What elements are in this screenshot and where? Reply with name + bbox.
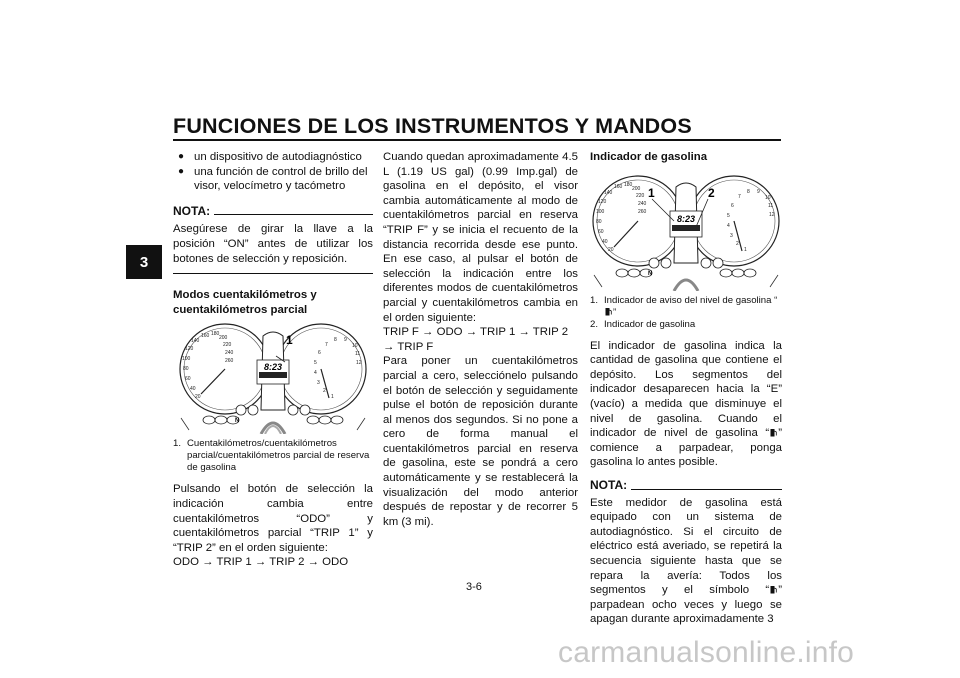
svg-text:240: 240 xyxy=(225,350,234,357)
instrument-figure-fuel xyxy=(590,169,782,291)
svg-text:11: 11 xyxy=(768,202,774,209)
svg-text:8:23: 8:23 xyxy=(263,362,283,373)
svg-text:8:23: 8:23 xyxy=(676,213,696,224)
svg-text:20: 20 xyxy=(195,394,201,401)
mode-sequence: ODO → TRIP 1 → TRIP 2 → ODO xyxy=(173,556,349,569)
page-number: 3-6 xyxy=(466,581,482,593)
svg-text:12: 12 xyxy=(356,360,362,367)
svg-text:2: 2 xyxy=(323,388,326,395)
svg-text:180: 180 xyxy=(211,331,220,338)
svg-text:8: 8 xyxy=(334,337,337,344)
svg-text:60: 60 xyxy=(185,376,191,383)
svg-text:100: 100 xyxy=(182,356,191,363)
svg-text:140: 140 xyxy=(604,189,613,196)
header-rule xyxy=(173,139,781,141)
chapter-tab: 3 xyxy=(126,245,162,279)
mode-sequence: TRIP F → ODO → TRIP 1 → TRIP 2 → TRIP F xyxy=(383,326,569,353)
fuel-pump-icon xyxy=(605,307,612,316)
watermark: carmanualsonline.info xyxy=(558,636,855,669)
svg-text:10: 10 xyxy=(765,194,771,201)
page-header-title: FUNCIONES DE LOS INSTRUMENTOS Y MANDOS xyxy=(173,114,692,138)
svg-text:8: 8 xyxy=(747,188,750,195)
fuel-pump-icon xyxy=(770,585,777,594)
bullet-icon: ● xyxy=(178,151,185,162)
bullet-item: ● un dispositivo de autodiagnóstico xyxy=(178,151,362,163)
svg-text:160: 160 xyxy=(201,333,210,340)
svg-text:80: 80 xyxy=(596,218,602,225)
svg-text:6: 6 xyxy=(731,202,734,209)
svg-text:220: 220 xyxy=(636,192,645,199)
svg-text:40: 40 xyxy=(602,238,608,245)
figure-caption: 2. Indicador de gasolina xyxy=(590,318,696,330)
section-title-fuel-gauge: Indicador de gasolina xyxy=(590,151,708,163)
svg-text:11: 11 xyxy=(355,351,361,358)
instrument-figure-odometer xyxy=(173,322,373,434)
svg-text:7: 7 xyxy=(325,342,328,349)
svg-text:60: 60 xyxy=(598,228,604,235)
bullet-icon: ● xyxy=(178,165,185,177)
column-1 xyxy=(173,150,373,570)
svg-text:12: 12 xyxy=(769,211,775,218)
svg-text:200: 200 xyxy=(219,335,228,342)
svg-text:1: 1 xyxy=(744,246,747,253)
figure-caption: 1. Indicador de aviso del nivel de gasolina “” xyxy=(590,294,778,318)
svg-text:120: 120 xyxy=(598,198,607,205)
svg-text:2: 2 xyxy=(736,240,739,247)
svg-text:3: 3 xyxy=(317,380,320,387)
note-box xyxy=(173,204,373,274)
svg-text:160: 160 xyxy=(614,183,623,190)
svg-text:10: 10 xyxy=(352,343,358,350)
column-3 xyxy=(590,150,782,627)
column-2 xyxy=(383,150,578,529)
svg-text:200: 200 xyxy=(632,185,641,192)
svg-text:1: 1 xyxy=(331,394,334,401)
svg-text:5: 5 xyxy=(314,360,317,367)
svg-text:20: 20 xyxy=(608,246,614,253)
svg-text:180: 180 xyxy=(624,181,633,188)
svg-text:9: 9 xyxy=(344,337,347,344)
svg-text:6: 6 xyxy=(318,350,321,357)
instrument-cluster-drawing xyxy=(177,324,369,434)
svg-text:5: 5 xyxy=(727,212,730,219)
svg-text:140: 140 xyxy=(191,338,200,345)
svg-text:3: 3 xyxy=(730,232,733,239)
bullet-item: ● una función de control de brillo del visor, velocímetro y tacómetro xyxy=(178,165,368,193)
note-text: Asegúrese de girar la llave a la posición “ON” antes de utilizar los botones de selección y reposición. xyxy=(173,223,373,265)
svg-text:1: 1 xyxy=(286,333,293,348)
figure-caption: 1. Cuentakilómetros/cuentakilómetros parcial/cuentakilómetros parcial de reserva de gasolina xyxy=(173,438,370,474)
note-label: NOTA: xyxy=(173,203,211,218)
svg-text:260: 260 xyxy=(638,208,647,215)
svg-text:80: 80 xyxy=(183,366,189,373)
paragraph: Para poner un cuentakilómetros parcial a cero, selecciónelo pulsando el botón de selección y seguidamente pulse el botón de reposición durante al menos dos segundos. Si no pone a cero de forma manual el cuentakilómetros parcial en reserva de gasolina, este se pondrá a cero automáticamente y se restablecerá la visualización del modo anterior después de repostar y de recorrer 5 km (3 mi). xyxy=(383,355,578,528)
svg-text:4: 4 xyxy=(727,222,730,229)
svg-text:120: 120 xyxy=(185,346,194,353)
svg-text:220: 220 xyxy=(223,342,232,349)
paragraph: Cuando quedan aproximadamente 4.5 L (1.19 US gal) (0.99 Imp.gal) de gasolina en el depósito, el visor cambia automáticamente al modo de cuentakilómetros parcial en reserva “TRIP F” y se inicia el recuento de la distancia recorrida desde ese punto. En ese caso, al pulsar el botón de selección la indicación entre los diferentes modos de cuentakilómetros parcial y cuentakilómetros cambia en el orden siguiente: xyxy=(383,151,578,324)
svg-text:2: 2 xyxy=(708,185,715,200)
svg-text:4: 4 xyxy=(314,370,317,377)
note-box xyxy=(590,478,782,627)
svg-text:260: 260 xyxy=(225,358,234,365)
instrument-cluster-drawing xyxy=(593,176,779,291)
section-title-odometer: Modos cuentakilómetros y cuentakilómetros parcial xyxy=(173,289,317,316)
note-label: NOTA: xyxy=(590,477,628,492)
svg-text:100: 100 xyxy=(596,208,605,215)
svg-text:N: N xyxy=(235,418,240,425)
svg-text:N: N xyxy=(648,270,653,277)
note-text: Este medidor de gasolina está equipado con un sistema de autodiagnóstico. Si el circuito de eléctrico está averiado, se repetirá la secuencia siguiente hasta que se repara la avería: Todos los segmentos y el símbolo “ ” parpadean ocho veces y luego se apagan durante aproximadamente 3 xyxy=(590,496,782,626)
svg-text:7: 7 xyxy=(738,193,741,200)
paragraph: Pulsando el botón de selección la indicación cambia entre cuentakilómetros “ODO” y cuentakilómetros parcial “TRIP 1” y “TRIP 2” en el orden siguiente: xyxy=(173,483,373,554)
fuel-pump-icon xyxy=(770,428,777,437)
svg-text:9: 9 xyxy=(757,188,760,195)
svg-text:240: 240 xyxy=(638,200,647,207)
paragraph: El indicador de gasolina indica la cantidad de gasolina que contiene el depósito. Los segmentos del indicador desaparecen hacia la “E” (vacío) a medida que disminuye el nivel de gasolina. Cuando el indicador de nivel de gasolina “ ” comience a parpadear, ponga gasolina lo antes posible. xyxy=(590,339,782,469)
svg-text:1: 1 xyxy=(648,185,655,200)
svg-text:40: 40 xyxy=(190,386,196,393)
